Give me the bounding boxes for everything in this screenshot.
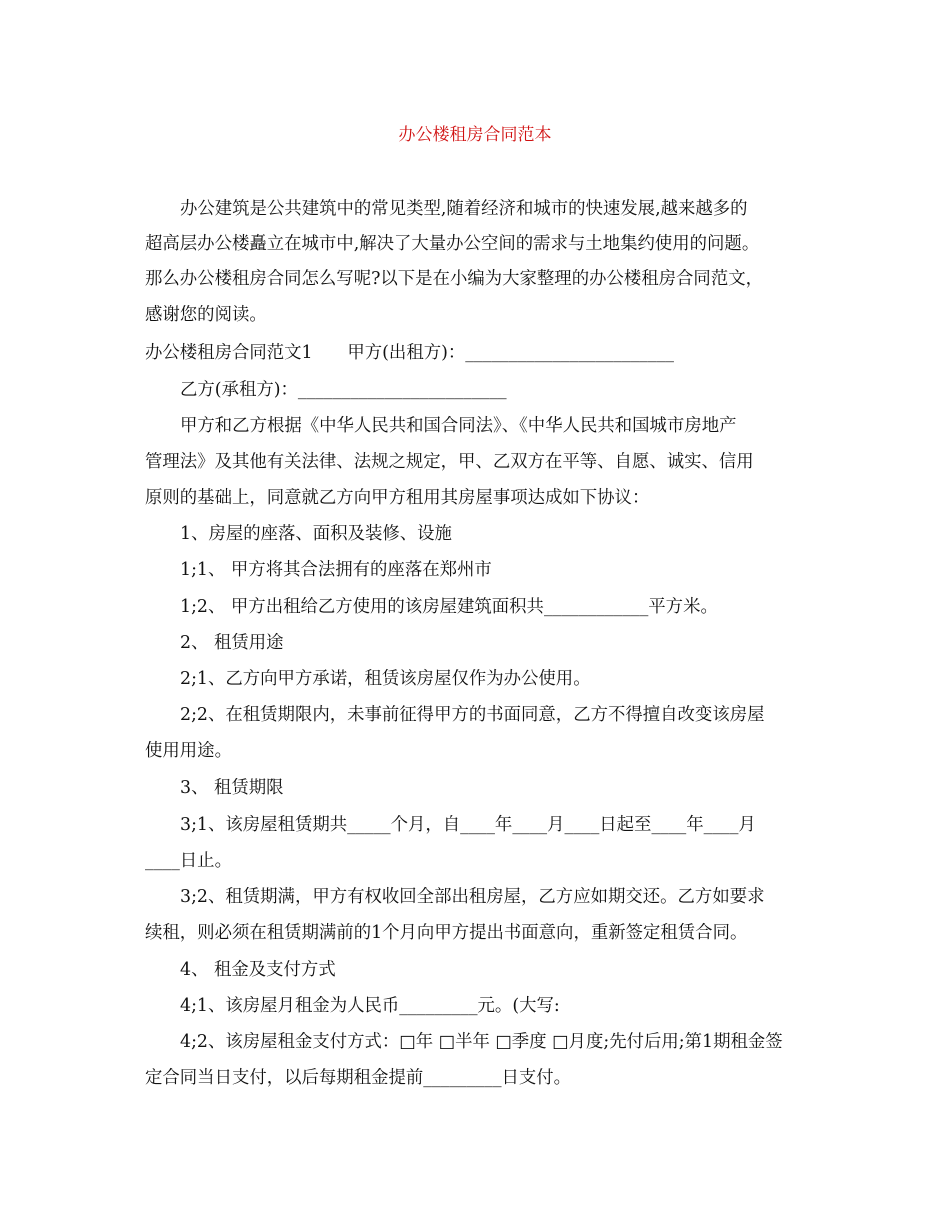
clause-2-2-line-2: 使用用途。: [145, 741, 232, 761]
clause-4-1: 4;1、该房屋月租金为人民币_________元。(大写:: [180, 996, 560, 1016]
intro-line-1: 办公建筑是公共建筑中的常见类型,随着经济和城市的快速发展,越来越多的: [180, 199, 748, 219]
section-3-heading: 3、 租赁期限: [180, 778, 284, 798]
section-1-heading: 1、房屋的座落、面积及装修、设施: [180, 524, 452, 544]
clause-2-2-line-1: 2;2、在租赁期限内，未事前征得甲方的书面同意，乙方不得擅自改变该房屋: [180, 705, 765, 725]
section-2-heading: 2、 租赁用途: [180, 633, 284, 653]
document-title: 办公楼租房合同范本: [398, 125, 552, 145]
party-a-line: 办公楼租房合同范文1 甲方(出租方)：________________________: [145, 343, 674, 363]
clause-4-2-line-2: 定合同当日支付，以后每期租金提前_________日支付。: [145, 1068, 572, 1088]
intro-line-2: 超高层办公楼矗立在城市中,解决了大量办公空间的需求与土地集约使用的问题。: [145, 234, 760, 254]
clause-1-2: 1;2、 甲方出租给乙方使用的该房屋建筑面积共____________平方米。: [180, 597, 718, 617]
preamble-line-1: 甲方和乙方根据《中华人民共和国合同法》、《中华人民共和国城市房地产: [180, 416, 737, 436]
preamble-line-3: 原则的基础上，同意就乙方向甲方租用其房屋事项达成如下协议：: [145, 488, 650, 508]
clause-2-1: 2;1、乙方向甲方承诺，租赁该房屋仅作为办公使用。: [180, 669, 591, 689]
intro-line-3: 那么办公楼租房合同怎么写呢?以下是在小编为大家整理的办公楼租房合同范文，: [145, 269, 763, 289]
clause-4-2-line-1: 4;2、该房屋租金支付方式：□年 □半年 □季度 □月度;先付后用;第1期租金签: [180, 1032, 783, 1052]
clause-3-1-line-2: ____日止。: [145, 851, 232, 871]
intro-line-4: 感谢您的阅读。: [145, 305, 267, 325]
section-4-heading: 4、 租金及支付方式: [180, 960, 336, 980]
clause-3-2-line-1: 3;2、租赁期满，甲方有权收回全部出租房屋，乙方应如期交还。乙方如要求: [180, 887, 765, 907]
clause-3-1-line-1: 3;1、该房屋租赁期共_____个月，自____年____月____日起至____年____月: [180, 815, 756, 835]
party-b-line: 乙方(承租方)：________________________: [180, 380, 507, 400]
clause-1-1: 1;1、 甲方将其合法拥有的座落在郑州市: [180, 560, 492, 580]
preamble-line-2: 管理法》及其他有关法律、法规之规定，甲、乙双方在平等、自愿、诚实、信用: [145, 452, 754, 472]
clause-3-2-line-2: 续租，则必须在租赁期满前的1个月向甲方提出书面意向，重新签定租赁合同。: [145, 923, 748, 943]
